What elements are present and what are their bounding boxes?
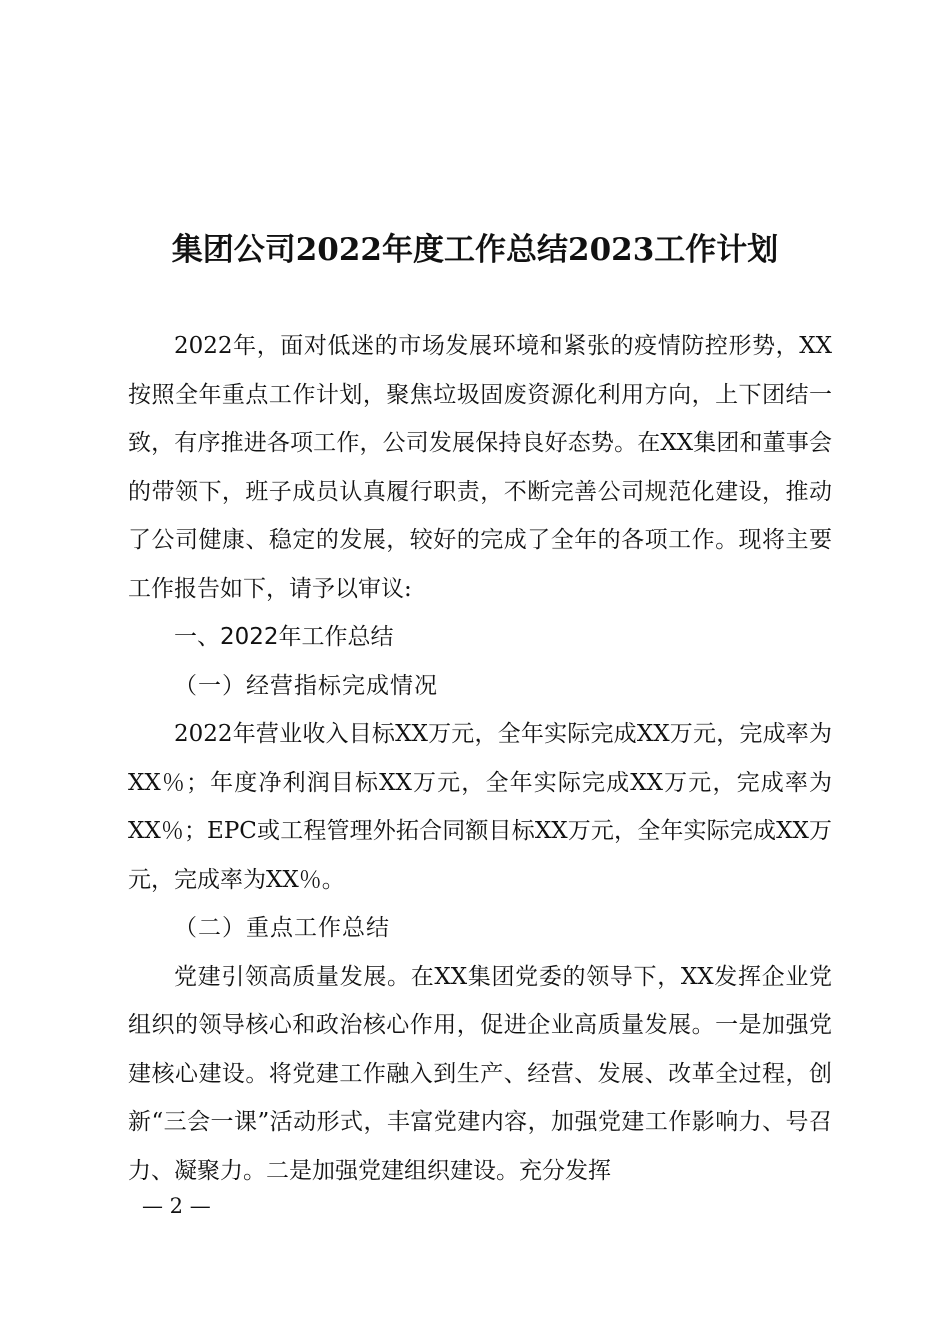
document-body [128, 322, 832, 1195]
intro-paragraph: 2022年，面对低迷的市场发展环境和紧张的疫情防控形势，XX按照全年重点工作计划，聚焦垃圾固废资源化利用方向，上下团结一致，有序推进各项工作，公司发展保持良好态势。在XX集团和董事会的带领下，班子成员认真履行职责，不断完善公司规范化建设，推动了公司健康、稳定的发展，较好的完成了全年的各项工作。现将主要工作报告如下，请予以审议: [128, 333, 832, 602]
subsection-heading: （二）重点工作总结 [174, 915, 390, 941]
page-number: — 2 — [142, 1194, 211, 1218]
document-title: 集团公司2022年度工作总结2023工作计划 [171, 232, 779, 268]
body-paragraph: 党建引领高质量发展。在XX集团党委的领导下，XX发挥企业党组织的领导核心和政治核心作用，促进企业高质量发展。一是加强党建核心建设。将党建工作融入到生产、经营、发展、改革全过程，创新“三会一课”活动形式，丰富党建内容，加强党建工作影响力、号召力、凝聚力。二是加强党建组织建设。充分发挥 [128, 963, 832, 1184]
body-paragraph: 2022年营业收入目标XX万元，全年实际完成XX万元，完成率为XX％；年度净利润目标XX万元，全年实际完成XX万元，完成率为XX％；EPC或工程管理外拓合同额目标XX万元，全年实际完成XX万元，完成率为XX％。 [128, 721, 832, 893]
section-heading: 一、2022年工作总结 [174, 624, 394, 650]
subsection-heading: （一）经营指标完成情况 [174, 672, 438, 699]
